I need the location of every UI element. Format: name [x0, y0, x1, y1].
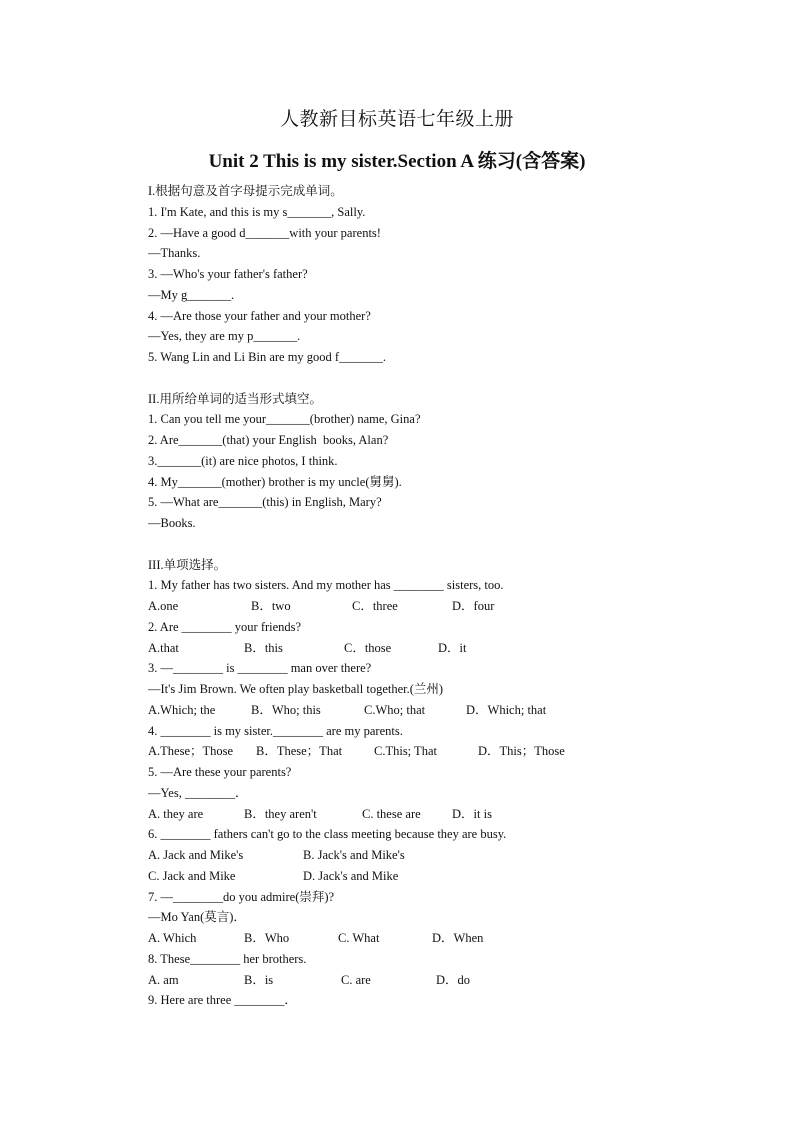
option-c: C．those [344, 640, 392, 655]
option-c: C. are [341, 972, 371, 987]
question-stem: 6. ________ fathers can't go to the class meeting because they are busy. [148, 827, 507, 842]
document-subtitle: Unit 2 This is my sister.Section A 练习(含答案) [208, 151, 586, 172]
spacer [148, 368, 708, 389]
option-a: A.one [148, 599, 179, 613]
option-d: D．When [432, 931, 484, 945]
exercise-body [148, 181, 708, 1011]
option-a: A. am [148, 972, 179, 987]
option-c: C.Who; that [364, 702, 426, 717]
exercise-line: —Books. [148, 516, 196, 530]
options-row [148, 638, 708, 659]
question-stem: 5. —Are these your parents? [148, 765, 292, 779]
options-row [148, 866, 708, 887]
option-b: B．Who [244, 931, 290, 945]
exercise-line: 2. Are_______(that) your English books, Alan? [148, 433, 389, 447]
option-d: D．Which; that [466, 702, 547, 717]
option-a: A.Which; the [148, 702, 216, 717]
exercise-line: 5. Wang Lin and Li Bin are my good f_______. [148, 350, 386, 364]
question-line: —It's Jim Brown. We often play basketball together.(兰州) [148, 682, 444, 696]
option-b: B．These；That [256, 744, 343, 759]
option-d: D．four [452, 599, 495, 613]
exercise-line: —Yes, they are my p_______. [148, 329, 301, 344]
option-a: A.that [148, 640, 179, 655]
option-b: B．Who; this [251, 702, 321, 717]
option-c: C. Jack and Mike [148, 868, 236, 883]
option-c: C．three [352, 599, 398, 613]
option-b: B．is [244, 972, 274, 987]
question-stem: 9. Here are three ________． [148, 993, 297, 1008]
exercise-line: 5. —What are_______(this) in English, Mary? [148, 495, 382, 510]
options-row [148, 700, 708, 721]
option-a: A.These；Those [148, 744, 234, 759]
option-d: D．This；Those [478, 744, 565, 759]
section-heading: II.用所给单词的适当形式填空。 [148, 391, 322, 406]
options-row [148, 928, 708, 949]
option-d: D. Jack's and Mike [303, 868, 399, 883]
option-b: B．this [244, 640, 283, 655]
option-d: D．it [438, 640, 467, 655]
option-c: C.This; That [374, 744, 437, 759]
exercise-line: 1. I'm Kate, and this is my s_______, Sally. [148, 204, 366, 219]
options-row [148, 741, 708, 762]
option-b: B．two [251, 599, 291, 613]
section-heading: III.单项选择。 [148, 557, 227, 572]
option-a: A. Which [148, 931, 197, 945]
option-d: D．it is [452, 806, 492, 821]
spacer [148, 534, 708, 555]
question-stem: 1. My father has two sisters. And my mother has ________ sisters, too. [148, 578, 504, 593]
exercise-line: 4. My_______(mother) brother is my uncle(舅舅). [148, 474, 402, 489]
question-stem: 2. Are ________ your friends? [148, 619, 302, 634]
option-a: A. they are [148, 806, 204, 821]
option-c: C. What [338, 931, 380, 945]
question-stem: 3. —________ is ________ man over there? [148, 661, 372, 676]
exercise-line: 4. —Are those your father and your mother? [148, 308, 371, 323]
document-title: 人教新目标英语七年级上册 [279, 109, 514, 130]
options-row [148, 596, 708, 617]
options-row [148, 804, 708, 825]
question-line: —Yes, ________． [148, 785, 248, 800]
exercise-line: 3. —Who's your father's father? [148, 267, 308, 281]
exercise-line: 3._______(it) are nice photos, I think. [148, 453, 338, 468]
option-a: A. Jack and Mike's [148, 848, 244, 862]
exercise-line: —My g_______. [148, 287, 235, 302]
section-heading: I.根据句意及首字母提示完成单词。 [148, 184, 343, 198]
exercise-line: —Thanks. [148, 246, 201, 261]
option-c: C. these are [362, 806, 421, 821]
exercise-line: 1. Can you tell me your_______(brother) name, Gina? [148, 412, 421, 427]
exercise-line: 2. —Have a good d_______with your parents! [148, 225, 381, 240]
options-row [148, 970, 708, 991]
option-b: B．they aren't [244, 806, 317, 821]
option-d: D．do [436, 972, 471, 987]
question-line: —Mo Yan(莫言)． [148, 910, 246, 925]
question-stem: 4. ________ is my sister.________ are my parents. [148, 723, 403, 738]
question-stem: 8. These________ her brothers. [148, 951, 307, 966]
options-row [148, 845, 708, 866]
option-b: B. Jack's and Mike's [303, 848, 405, 862]
question-stem: 7. —________do you admire(崇拜)? [148, 889, 335, 904]
